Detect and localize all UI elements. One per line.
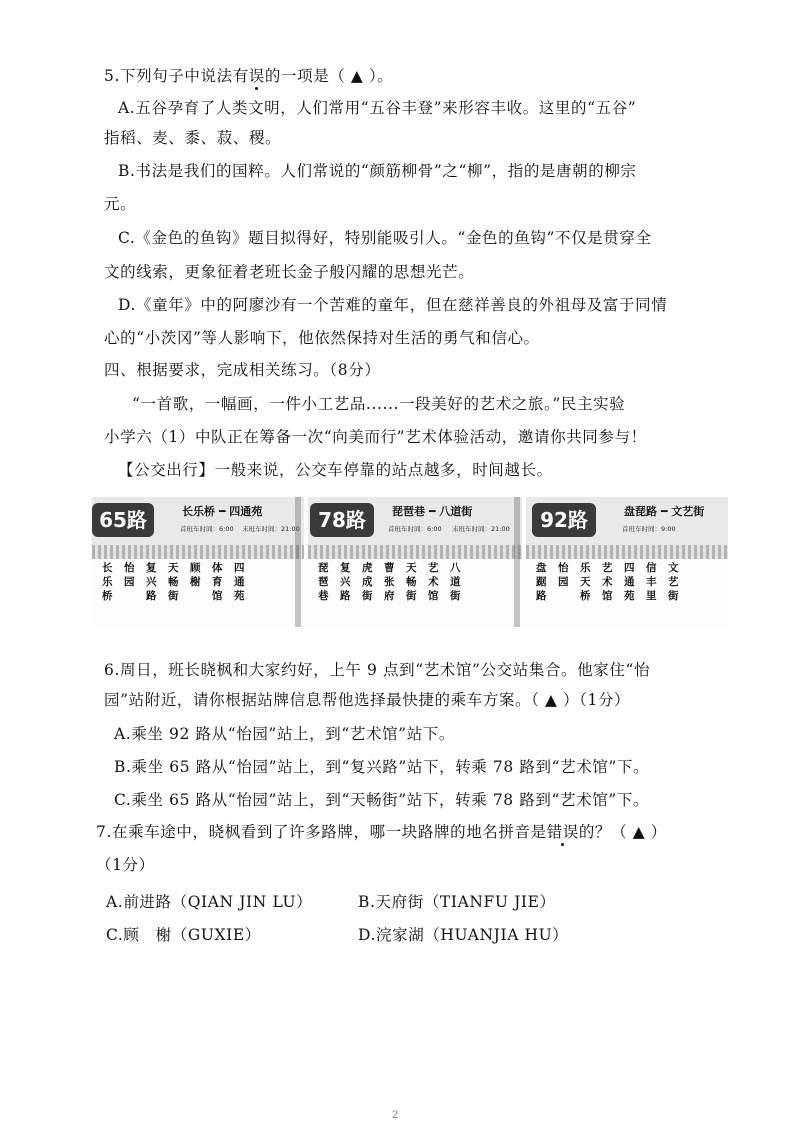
q6-stem-line1: 6.周日，班长晓枫和大家约好，上午 9 点到“艺术馆”公交站集合。他家住“怡 [104, 661, 651, 679]
q6-option-c: C.乘坐 65 路从“怡园”站上，到“天畅街”站下，转乘 78 路到“艺术馆”下。 [114, 791, 650, 809]
q7-stem-post: 的？（ ▲ ） [578, 823, 667, 841]
stop-name: 艺术馆 [602, 562, 613, 602]
bus-sign-78 [308, 497, 522, 627]
first-bus-time: 首班车时间：9:00 [622, 525, 676, 533]
q6-option-a: A.乘坐 92 路从“怡园”站上，到“艺术馆”站下。 [114, 725, 455, 743]
q7-stem-line1 [96, 822, 667, 842]
q5-title [104, 66, 393, 86]
q5-option-b-line2: 元。 [104, 195, 137, 213]
stop-name: 乐天桥 [580, 562, 591, 602]
route-number-badge: 78路 [310, 503, 374, 537]
q5-option-a-line1: A.五谷孕育了人类文明，人们常用“五谷丰登”来形容丰收。这里的“五谷” [118, 99, 637, 117]
page-number: 2 [392, 1110, 399, 1121]
q6-option-b: B.乘坐 65 路从“怡园”站上，到“复兴路”站下，转乘 78 路到“艺术馆”下。 [114, 758, 650, 776]
route-endpoints: 盘琵路 ━ 文艺街 [624, 505, 705, 518]
q5-option-b-line1: B.书法是我们的国粹。人们常说的“颜筋柳骨”之“柳”，指的是唐朝的柳宗 [118, 162, 637, 180]
stop-name: 体育馆 [212, 562, 223, 602]
route-endpoints: 长乐桥 ━ 四通苑 [182, 505, 263, 518]
stop-name: 艺术馆 [428, 562, 439, 602]
bus-note: 【公交出行】一般来说，公交车停靠的站点越多，时间越长。 [118, 461, 553, 479]
q7-stem-emphasis: 错误 [546, 823, 579, 841]
stop-name: 复兴路 [146, 562, 157, 602]
q7-option-a: A.前进路（QIAN JIN LU） [106, 893, 313, 911]
route-endpoints: 琵琶巷 ━ 八道街 [392, 505, 473, 518]
q5-title-pre: 5.下列句子中说法有 [104, 67, 249, 85]
q7-option-c: C.顾 榭（GUXIE） [106, 926, 261, 944]
stop-name: 盘踞路 [536, 562, 547, 602]
stop-name: 天畅街 [168, 562, 179, 602]
section4-intro-line2: 小学六（1）中队正在筹备一次“向美而行”艺术体验活动，邀请你共同参与！ [104, 428, 647, 446]
stop-name: 八道街 [450, 562, 461, 602]
first-bus-time: 首班车时间：6:00 [180, 525, 234, 533]
q5-title-emphasis: 误 [248, 67, 265, 85]
bus-sign-65 [92, 497, 304, 627]
last-bus-time: 末班车时间：21:00 [242, 525, 300, 533]
first-bus-time: 首班车时间：6:00 [388, 525, 442, 533]
stop-name: 长乐桥 [102, 562, 113, 602]
stop-name: 四通苑 [624, 562, 635, 602]
bus-sign-92 [526, 497, 728, 627]
q6-stem-line2: 园”站附近，请你根据站牌信息帮他选择最快捷的乘车方案。（ ▲ ）（1分） [104, 691, 631, 709]
q7-stem-line2: （1分） [96, 856, 155, 874]
stop-name: 天畅街 [406, 562, 417, 602]
stop-name: 琵琶巷 [318, 562, 329, 602]
stop-list [102, 561, 256, 603]
stop-list [536, 561, 690, 603]
q7-option-b: B.天府街（TIANFU JIE） [358, 893, 556, 911]
q5-option-c-line2: 文的线索，更象征着老班长金子般闪耀的思想光芒。 [104, 263, 475, 281]
q5-option-a-line2: 指稻、麦、黍、菽、稷。 [104, 129, 282, 147]
stop-name: 文艺街 [668, 562, 679, 602]
stop-name: 虎成街 [362, 562, 373, 602]
stop-name: 怡园 [558, 562, 569, 588]
route-number-badge: 65路 [92, 503, 154, 537]
q5-option-d-line2: 心的“小茨冈”等人影响下，他依然保持对生活的勇气和信心。 [104, 329, 540, 347]
bus-signs-strip [92, 497, 728, 627]
stop-name: 信丰里 [646, 562, 657, 602]
stop-name: 怡园 [124, 562, 135, 588]
q5-title-post: 的一项是（ ▲ ）。 [264, 67, 394, 85]
stop-name: 复兴路 [340, 562, 351, 602]
stop-list [318, 561, 472, 603]
stop-name: 曹张府 [384, 562, 395, 602]
q5-option-d-line1: D.《童年》中的阿廖沙有一个苦难的童年，但在慈祥善良的外祖母及富于同情 [118, 296, 668, 314]
stop-name: 四通苑 [234, 562, 245, 602]
q5-option-c-line1: C.《金色的鱼钩》题目拟得好，特别能吸引人。“金色的鱼钩”不仅是贯穿全 [118, 229, 652, 247]
stop-name: 顾榭 [190, 562, 201, 588]
section4-heading: 四、根据要求，完成相关练习。（8分） [104, 361, 381, 379]
route-number-badge: 92路 [532, 503, 596, 537]
q7-option-d: D.浣家湖（HUANJIA HU） [358, 926, 569, 944]
section4-intro-line1: “一首歌，一幅画，一件小工艺品......一段美好的艺术之旅。”民主实验 [132, 395, 626, 413]
last-bus-time: 末班车时间：21:00 [452, 525, 510, 533]
q7-stem-pre: 7.在乘车途中，晓枫看到了许多路牌，哪一块路牌的地名拼音是 [96, 823, 547, 841]
